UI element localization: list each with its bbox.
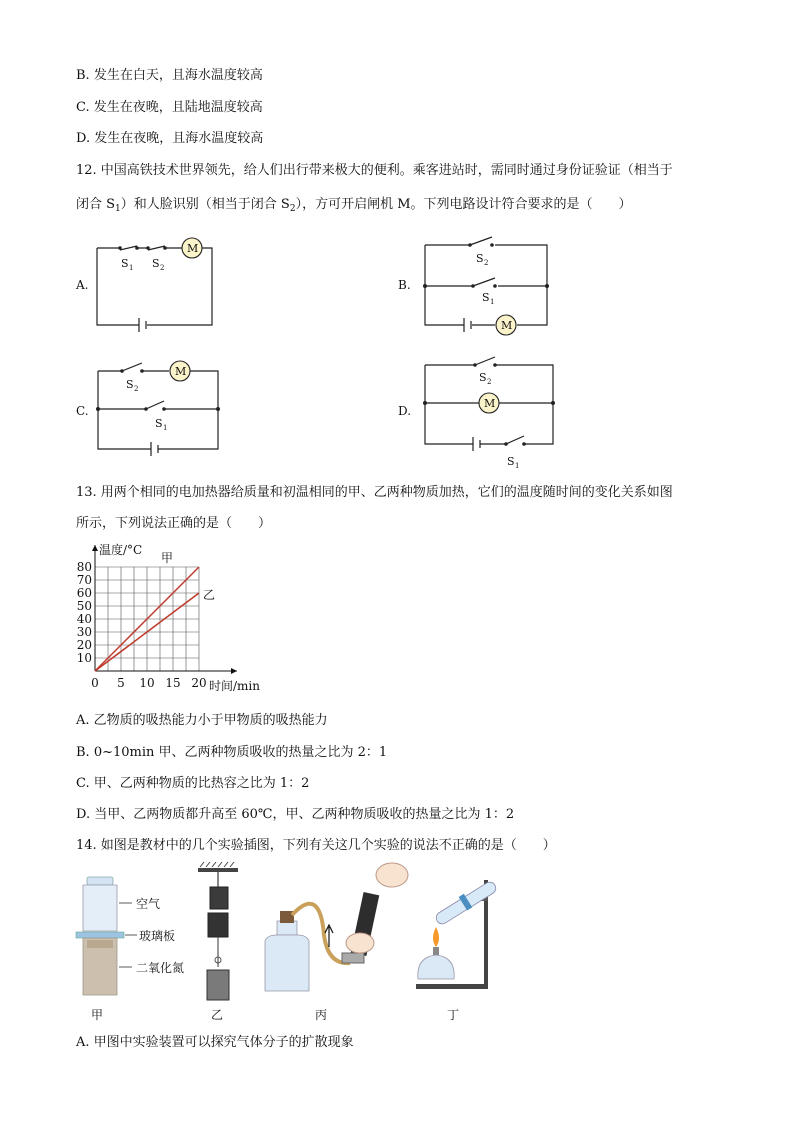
label-glass-plate: 玻璃板 <box>139 929 176 943</box>
x-tick-label: 15 <box>165 676 181 690</box>
q13-temperature-chart <box>70 535 290 700</box>
q11-option-c: C. 发生在夜晚，且陆地温度较高 <box>76 100 263 115</box>
y-axis-label: 温度/°C <box>99 543 143 557</box>
svg-text:1: 1 <box>515 462 520 470</box>
x-tick-label: 20 <box>191 676 207 690</box>
svg-text:B.: B. <box>398 278 411 292</box>
svg-text:S: S <box>507 455 515 468</box>
series-label: 乙 <box>203 588 216 602</box>
x-axis-label: 时间/min <box>209 679 260 693</box>
svg-text:S: S <box>155 417 163 430</box>
y-tick-label: 50 <box>76 599 92 613</box>
caption-bing: 丙 <box>315 1008 328 1022</box>
label-nitrogen-dioxide: 二氧化氮 <box>136 961 185 975</box>
svg-text:2: 2 <box>487 378 492 386</box>
q13-option-b: B. 0~10min 甲、乙两种物质吸收的热量之比为 2：1 <box>76 745 388 760</box>
svg-text:S: S <box>126 378 134 391</box>
svg-text:1: 1 <box>163 424 168 432</box>
y-tick-label: 30 <box>76 625 92 639</box>
svg-text:S: S <box>479 371 487 384</box>
q13-option-a: A. 乙物质的吸热能力小于甲物质的吸热能力 <box>76 713 328 728</box>
x-tick-label: 5 <box>117 676 125 690</box>
y-axis-arrow <box>92 545 98 551</box>
caption-jia: 甲 <box>91 1008 104 1022</box>
q11-option-b: B. 发生在白天，且海水温度较高 <box>76 68 263 83</box>
y-tick-label: 10 <box>76 651 92 665</box>
y-tick-label: 80 <box>76 560 92 574</box>
motor-label: M <box>187 242 199 255</box>
svg-text:2: 2 <box>484 259 489 267</box>
y-tick-label: 20 <box>76 638 92 652</box>
x-tick-label: 0 <box>91 676 99 690</box>
q14-experiment-figures <box>0 855 794 1030</box>
series-label: 甲 <box>161 551 174 565</box>
svg-text:2: 2 <box>134 385 139 393</box>
svg-text:A.: A. <box>76 278 89 292</box>
circuit-c <box>76 361 220 456</box>
motor-label: M <box>175 365 187 378</box>
svg-text:2: 2 <box>160 264 165 272</box>
svg-text:1: 1 <box>490 298 495 306</box>
x-axis-arrow <box>231 668 237 674</box>
y-tick-label: 40 <box>76 612 92 626</box>
figure-bing-bottle-pump <box>265 863 408 991</box>
q14-option-a: A. 甲图中实验装置可以探究气体分子的扩散现象 <box>76 1035 354 1050</box>
q13-option-c: C. 甲、乙两种物质的比热容之比为 1：2 <box>76 776 310 791</box>
circuit-a <box>75 238 212 332</box>
q11-option-d: D. 发生在夜晚，且海水温度较高 <box>76 131 264 146</box>
figure-ding-test-tube-lamp <box>416 880 498 989</box>
q13-option-d: D. 当甲、乙两物质都升高至 60℃，甲、乙两种物质吸收的热量之比为 1：2 <box>76 807 515 822</box>
label-air: 空气 <box>136 897 161 911</box>
svg-text:S: S <box>482 291 490 304</box>
figure-yi-lead-blocks <box>198 862 238 1000</box>
q12-stem-line2: 闭合 $S_1$）和人脸识别（相当于闭合 $S_2$），方可开启闸机 M。下列电路设计符合要求的是（ ） <box>76 197 632 214</box>
y-tick-label: 60 <box>76 586 92 600</box>
q13-stem-line2: 所示，下列说法正确的是（ ） <box>76 516 272 531</box>
caption-ding: 丁 <box>447 1008 460 1022</box>
svg-text:C.: C. <box>76 404 89 418</box>
q12-stem-line1: 12. 中国高铁技术世界领先，给人们出行带来极大的便利。乘客进站时，需同时通过身份证验证（相当于 <box>76 163 673 178</box>
q14-stem: 14. 如图是教材中的几个实验插图，下列有关这几个实验的说法不正确的是（ ） <box>76 838 556 853</box>
q13-stem-line1: 13. 用两个相同的电加热器给质量和初温相同的甲、乙两种物质加热，它们的温度随时间的变化关系如图 <box>76 485 673 500</box>
svg-text:1: 1 <box>129 264 134 272</box>
figure-jia-diffusion-jars <box>76 877 137 995</box>
svg-text:S: S <box>121 257 129 270</box>
motor-label: M <box>484 397 496 410</box>
q12-circuits <box>0 225 794 480</box>
motor-label: M <box>501 319 513 332</box>
circuit-d <box>398 357 555 470</box>
x-tick-label: 10 <box>139 676 155 690</box>
y-tick-label: 70 <box>76 573 92 587</box>
svg-text:S: S <box>152 257 160 270</box>
svg-text:D.: D. <box>398 404 412 418</box>
circuit-b <box>398 237 549 335</box>
caption-yi: 乙 <box>211 1008 224 1022</box>
svg-text:S: S <box>476 252 484 265</box>
